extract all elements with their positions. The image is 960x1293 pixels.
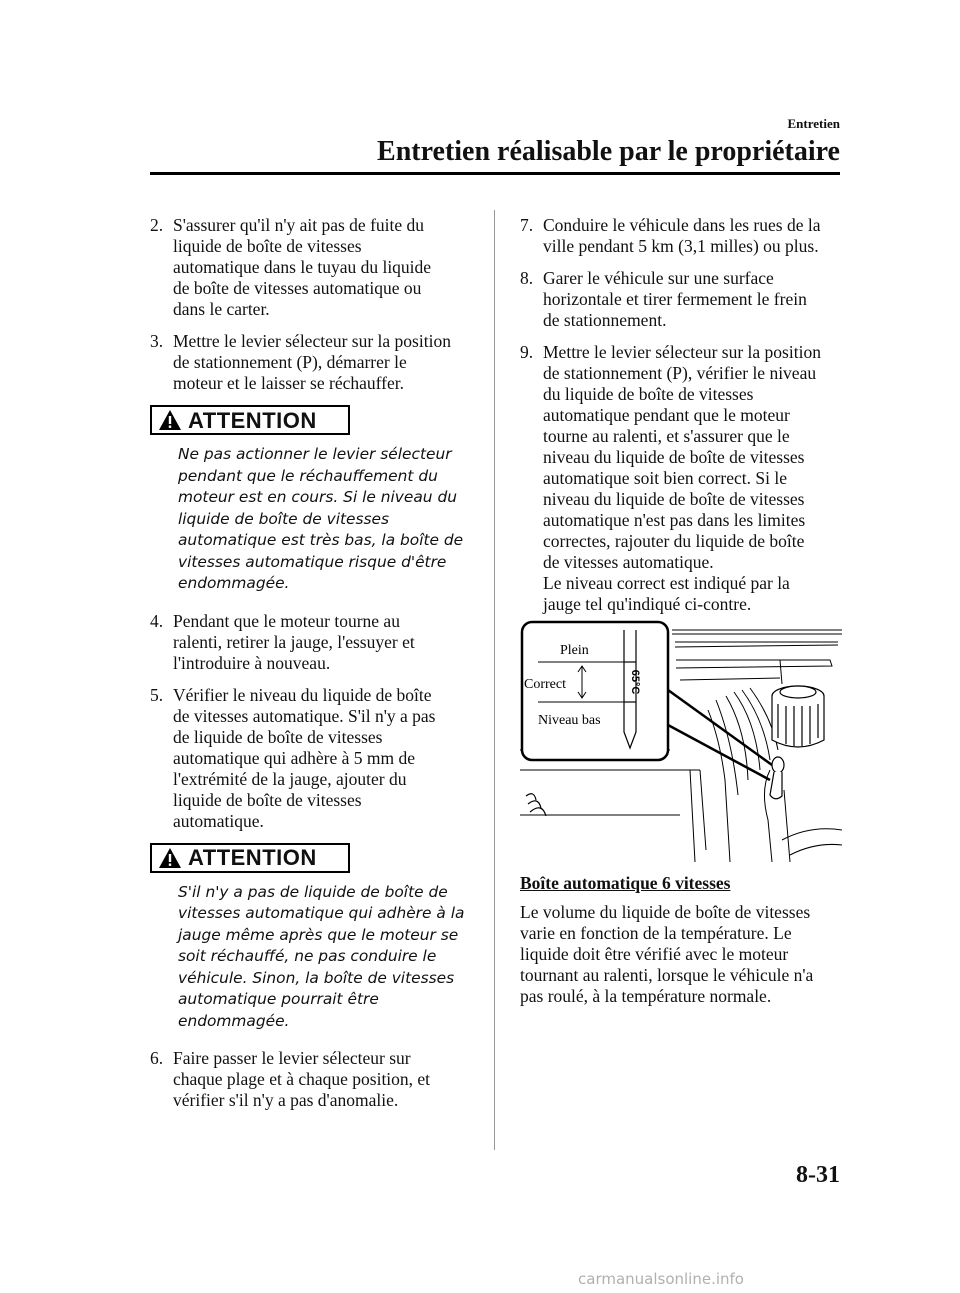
attention-label-text: ATTENTION [188,845,317,870]
text-line: liquide doit être vérifié avec le moteur [520,944,789,964]
step-text [543,215,842,257]
text-line: vérifier s'il n'y a pas d'anomalie. [173,1090,399,1110]
step-number: 9. [520,342,534,362]
text-line: de stationnement. [543,310,667,330]
numbered-step [150,685,468,832]
text-line: ville pendant 5 km (3,1 milles) ou plus. [543,236,819,256]
step-list [520,215,842,615]
text-line: varie en fonction de la température. Le [520,923,792,943]
text-line: de boîte de vitesses automatique ou [173,278,422,298]
step-text [543,268,842,331]
text-line: ralenti, retirer la jauge, l'essuyer et [173,631,415,652]
text-line: liquide de boîte de vitesses [173,236,362,256]
text-line: automatique dans le tuyau du liquide [173,257,432,277]
text-line: automatique pendant que le moteur [543,405,790,425]
text-line: Garer le véhicule sur une surface [543,268,774,288]
left-column [150,215,468,1122]
text-line: Mettre le levier sélecteur sur la position [543,342,821,362]
text-line: moteur et le laisser se réchauffer. [173,373,404,393]
temperature-label: 65°C [629,669,641,695]
text-line: vitesses automatique qui adhère à la [178,904,465,922]
text-line: automatique est très bas, la boîte de [178,531,464,549]
attention-text [178,444,478,595]
section-label: Entretien [787,116,840,131]
numbered-step [150,1048,468,1111]
step-list [150,215,468,394]
numbered-step [150,331,468,394]
text-line: Mettre le levier sélecteur sur la position [173,331,451,351]
attention-box-1 [150,405,468,595]
step-list [150,1048,468,1111]
text-line: tournant au ralenti, lorsque le véhicule n'a [520,965,814,985]
text-line: S'assurer qu'il n'y ait pas de fuite du [173,215,425,235]
label-correct: Correct [524,677,566,692]
warning-icon [158,409,182,431]
step-number: 3. [150,331,164,351]
step-number: 5. [150,684,164,705]
text-line: horizontale et tirer fermement le frein [543,289,807,309]
text-line: de vitesses automatique. S'il n'y a pas [173,705,436,726]
text-line: liquide de boîte de vitesses [173,789,362,810]
text-line: S'il n'y a pas de liquide de boîte de [178,882,448,901]
front-arrow-icon [526,794,546,816]
text-line: véhicule. Sinon, la boîte de vitesses [178,968,455,987]
step-list [150,611,468,832]
text-line: moteur est en cours. Si le niveau du [178,488,457,506]
attention-label [150,405,350,435]
label-full: Plein [560,643,589,658]
text-line: liquide de boîte de vitesses [178,509,390,528]
attention-box-2 [150,843,468,1033]
text-line: vitesses automatique risque d'être [178,552,447,571]
text-line: l'introduire à nouveau. [173,652,331,673]
text-line: automatique pourrait être [178,990,379,1008]
text-line: de vitesses automatique. [543,552,714,572]
text-line: endommagée. [178,1011,290,1030]
text-line: l'extrémité de la jauge, ajouter du [173,768,407,789]
text-line: Conduire le véhicule dans les rues de la [543,215,821,235]
step-number: 7. [520,215,534,235]
numbered-step [150,215,468,320]
text-line: chaque plage et à chaque position, et [173,1069,431,1089]
text-line: jauge même après que le moteur se [178,925,459,944]
subheading: Boîte automatique 6 vitesses [520,873,731,893]
text-line: dans le carter. [173,299,270,319]
text-line: tourne au ralenti, et s'assurer que le [543,426,790,446]
text-line: jauge tel qu'indiqué ci-contre. [543,594,752,614]
step-number: 2. [150,215,164,235]
step-text [173,685,468,832]
text-line: de liquide de boîte de vitesses [173,726,383,747]
text-line: pas roulé, à la température normale. [520,986,772,1006]
text-line: de stationnement (P), démarrer le [173,352,407,372]
text-line: Le volume du liquide de boîte de vitesses [520,902,811,922]
right-column [520,215,842,626]
text-line: de stationnement (P), vérifier le niveau [543,363,817,383]
numbered-step [520,268,842,331]
text-line: Ne pas actionner le levier sélecteur [178,445,452,463]
text-line: endommagée. [178,574,290,592]
column-divider [494,210,495,1150]
text-line: correctes, rajouter du liquide de boîte [543,531,805,551]
label-low: Niveau bas [538,713,601,728]
text-line: automatique n'est pas dans les limites [543,510,806,530]
text-line: Pendant que le moteur tourne au [173,610,400,631]
dipstick-illustration [520,620,842,862]
step-number: 4. [150,610,164,631]
text-line: automatique. [173,810,264,831]
step-text [173,1048,468,1111]
watermark: carmanualsonline.info [578,1270,744,1288]
numbered-step [520,342,842,615]
page-number: 8-31 [796,1162,840,1188]
step-text [173,331,468,394]
attention-label [150,843,350,873]
step-number: 8. [520,268,534,288]
text-line: Vérifier le niveau du liquide de boîte [173,684,432,705]
step-text [173,611,468,674]
header-rule [150,172,840,175]
paragraph [520,902,842,1007]
step-text [173,215,468,320]
attention-text [178,882,478,1033]
warning-icon [158,847,182,869]
text-line: automatique soit bien correct. Si le [543,468,787,488]
page-title: Entretien réalisable par le propriétaire [377,136,840,167]
text-line: automatique qui adhère à 5 mm de [173,747,416,768]
text-line: soit réchauffé, ne pas conduire le [178,947,437,965]
text-line: pendant que le réchauffement du [178,466,438,485]
text-line: niveau du liquide de boîte de vitesses [543,489,805,509]
attention-label-text: ATTENTION [188,407,317,433]
numbered-step [150,611,468,674]
step-text [543,342,842,615]
text-line: Le niveau correct est indiqué par la [543,573,790,593]
text-line: niveau du liquide de boîte de vitesses [543,447,805,467]
text-line: Faire passer le levier sélecteur sur [173,1048,411,1068]
numbered-step [520,215,842,257]
text-line: du liquide de boîte de vitesses [543,384,754,404]
step-number: 6. [150,1048,164,1068]
